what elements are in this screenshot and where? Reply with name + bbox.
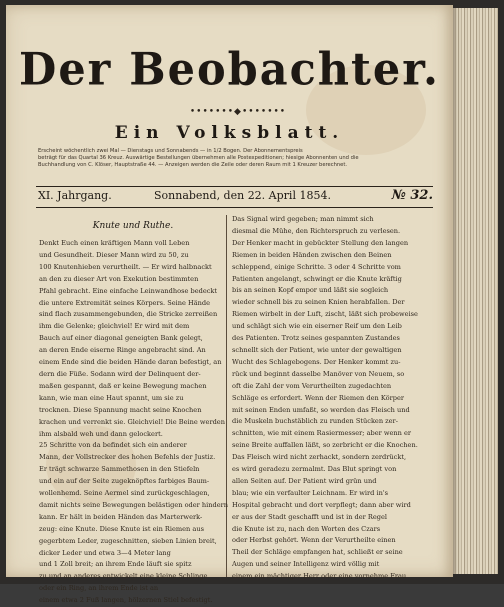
- text-line: einem Ende sind die beiden Hände daran befestigt, an: [39, 358, 222, 367]
- text-line: maßen gespannt, daß er keine Bewegung machen: [39, 381, 207, 390]
- text-line: rück und beginnt dasselbe Manöver von Neuem, so: [232, 369, 405, 378]
- masthead-title: Der Beobachter.: [19, 43, 440, 97]
- text-line: einem ein mächtiger Herr oder eine vornehme Frau: [232, 572, 407, 581]
- text-line: schnellt sich der Patient, wie unter der gewaltigen: [232, 345, 402, 354]
- text-line: kann, wie man eine Haut spannt, um sie zu: [39, 393, 184, 402]
- subscription-info: [38, 148, 433, 168]
- text-line: ihm die Gelenke; gleichviel! Er wird mit dem: [39, 322, 190, 331]
- text-line: allen Seiten auf. Der Patient wird grün und: [232, 476, 377, 485]
- text-line: an deren Ende eiserne Ringe angebracht sind. An: [39, 346, 206, 355]
- text-line: schleppend, einige Schritte. 3 oder 4 Schritte vom: [232, 262, 401, 271]
- text-line: wollenhemd. Seine Aermel sind zurückgeschlagen,: [39, 489, 210, 498]
- text-line: einem etwa 2 Fuß langen, hölzernen Stiel befestigt.: [39, 596, 213, 605]
- text-line: ihm alsbald weh und dann gelockert.: [39, 429, 163, 438]
- dateline: [38, 186, 433, 206]
- text-line: des Patienten. Trotz seines gespannten Zustandes: [232, 334, 400, 343]
- text-line: Mann, der Vollstrecker des hohen Befehls der Justiz.: [39, 453, 216, 462]
- text-line: die Knute ist zu, nach den Worten des Czars: [232, 524, 381, 533]
- text-line: Riemen in beiden Händen zwischen den Beinen: [232, 250, 392, 259]
- info-line: beträgt für das Quartal 36 Kreuz. Auswärtige Bestellungen übernehmen alle Postexpeditionen; hiesige Abonnenten und die: [38, 154, 359, 161]
- text-line: sind flach zusammengebunden, die Stricke zerreißen: [39, 310, 218, 319]
- text-line: Hospital gebracht und dort verpflegt; dann aber wird: [232, 500, 411, 509]
- text-line: 100 Knutenhieben verurtheilt. — Er wird halbnackt: [39, 262, 212, 271]
- rule-bottom: [36, 207, 433, 208]
- text-line: Pfahl gebracht. Eine einfache Leinwandhose bedeckt: [39, 286, 218, 295]
- text-line: gegerbtem Leder, zugeschnitten, sieben Linien breit,: [39, 536, 217, 545]
- issue-date: Sonnabend, den 22. April 1854.: [154, 189, 331, 202]
- subtitle: Ein Volksblatt.: [114, 123, 345, 143]
- volume-year: XI. Jahrgang.: [38, 189, 112, 202]
- text-line: damit nichts seine Bewegungen belästigen oder hindern: [39, 500, 229, 509]
- text-line: Denkt Euch einen kräftigen Mann voll Leben: [39, 239, 190, 247]
- text-line: wieder schnell bis zu seinen Knien herabfallen. Der: [232, 298, 405, 307]
- text-line: Wucht des Schlagebogens. Der Henker kommt zu-: [232, 357, 401, 366]
- text-line: trocknen. Diese Spannung macht seine Knochen: [39, 405, 202, 414]
- text-line: und Gesundheit. Dieser Mann wird zu 50, zu: [39, 250, 189, 259]
- text-line: oft die Zahl der vom Verurtheilten zugedachten: [232, 381, 392, 390]
- text-line: an den zu dieser Art von Exekution bestimmten: [39, 274, 199, 283]
- text-line: er aus der Stadt geschafft und ist in der Regel: [232, 512, 388, 521]
- masthead-ornament: •••••••◆•••••••: [189, 107, 287, 117]
- text-line: und schlägt sich wie ein eiserner Reif um den Leib: [232, 322, 402, 331]
- text-line: und 1 Zoll breit; an ihrem Ende läuft sie spitz: [39, 560, 192, 569]
- text-line: oder ein Ring, an ihrem Ende ist an: [39, 584, 159, 593]
- left-column: [39, 218, 229, 605]
- right-column: [232, 214, 434, 581]
- text-line: Riemen wirbelt in der Luft, zischt, läßt sich probeweise: [232, 310, 418, 319]
- text-line: zeug: eine Knute. Diese Knute ist ein Riemen aus: [39, 524, 204, 533]
- text-line: bis an seinen Kopf empor und läßt sie sogleich: [232, 286, 389, 295]
- page-edges: [453, 8, 498, 574]
- issue-number: № 32.: [391, 188, 433, 203]
- text-line: Das Signal wird gegeben; man nimmt sich: [232, 215, 374, 223]
- newspaper-page: [6, 5, 453, 605]
- text-line: die untere Extremität seines Körpers. Seine Hände: [39, 298, 211, 307]
- text-line: Das Fleisch wird nicht zerhackt, sondern zerdrückt,: [232, 453, 407, 462]
- text-line: dern die Füße. Sodann wird der Delinquent der-: [39, 369, 201, 378]
- text-line: diesmal die Mühe, den Richterspruch zu verlesen.: [232, 226, 401, 235]
- text-line: Schläge es erfordert. Wenn der Riemen den Körper: [232, 393, 405, 402]
- text-line: Er trägt schwarze Sammethosen in den Stiefeln: [39, 465, 200, 474]
- text-line: 25 Schritte von da befindet sich ein anderer: [39, 441, 187, 450]
- text-line: Augen und seiner Intelligenz wird völlig mit: [232, 560, 380, 569]
- text-line: zu und an anderes entwickelt eine kleine Schlinge: [39, 572, 208, 581]
- text-line: krachen und verrenkt sie. Gleichviel! Die Beine werden: [39, 417, 225, 426]
- text-line: Der Henker macht in gebückter Stellung den langen: [232, 238, 409, 247]
- text-line: seine Breite auffallen läßt, so zerbricht er die Knochen.: [232, 441, 418, 450]
- text-line: dicker Leder und etwa 3—4 Meter lang: [39, 548, 171, 557]
- text-line: Bauch auf einer diagonal geneigten Bank gelegt,: [39, 334, 203, 343]
- text-line: Patienten angelangt, schwingt er die Knute kräftig: [232, 274, 402, 283]
- info-line: Buchhandlung von C. Klöser, Hauptstraße 44. — Anzeigen werden die Zeile oder deren Raum mit 1 Kreuzer berechnet.: [38, 161, 348, 168]
- text-line: es wird geradezu zermalmt. Das Blut springt von: [232, 465, 397, 474]
- info-line: Erscheint wöchentlich zwei Mal — Dienstags und Sonnabends — in 1/2 Bogen. Der Abonnementspreis: [38, 148, 303, 154]
- article-heading: Knute und Ruthe.: [92, 221, 174, 231]
- text-line: kann. Er hält in beiden Händen das Marterwerk-: [39, 512, 203, 521]
- text-line: mit seinen Enden umfaßt, so werden das Fleisch und: [232, 405, 410, 414]
- text-line: Theil der Schläge empfangen hat, schließt er seine: [232, 548, 403, 557]
- text-line: oder Herbst gehört. Wenn der Verurtheilte einen: [232, 536, 396, 545]
- text-line: und ein auf der Seite zugeknöpftes farbiges Baum-: [39, 477, 210, 486]
- text-line: schnitten, wie mit einem Rasiermesser; aber wenn er: [232, 429, 412, 438]
- text-line: die Muskeln buchstäblich zu runden Stücken zer-: [232, 417, 398, 426]
- text-line: blau; wie ein verfaulter Leichnam. Er wird in's: [232, 488, 389, 497]
